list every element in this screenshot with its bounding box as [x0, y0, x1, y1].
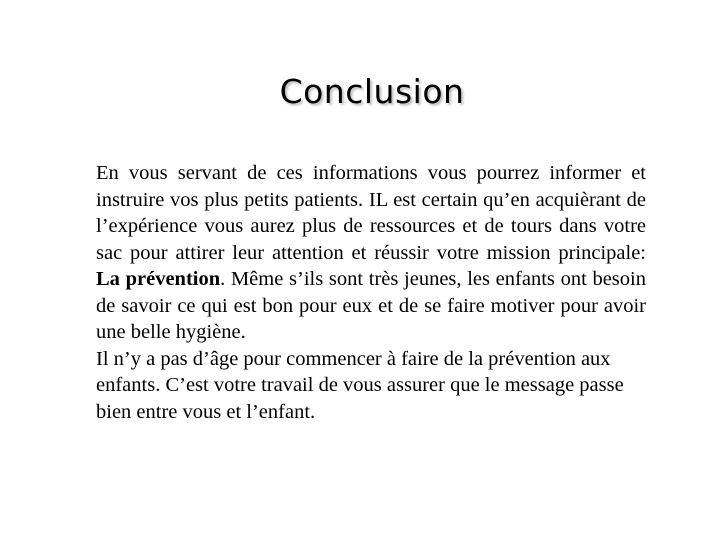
slide-title: Conclusion: [279, 72, 465, 111]
paragraph-1-text-after: . Même s’ils sont très jeunes, les enfants ont besoin de savoir ce qui est bon pour eux et de se faire motiver pour avoir une belle hygiène.: [96, 268, 646, 343]
slide-body: [96, 160, 646, 425]
paragraph-1-bold-term: La prévention: [96, 268, 221, 290]
paragraph-1: [96, 160, 646, 346]
paragraph-1-text-before: En vous servant de ces informations vous pourrez informer et instruire vos plus petits patients. IL est certain qu’en acquièrant de l’expérience vous aurez plus de ressources et de tours dans votre sac pour attirer leur attention et réussir votre mission principale:: [96, 162, 646, 264]
paragraph-2: Il n’y a pas d’âge pour commencer à faire de la prévention aux enfants. C’est votre travail de vous assurer que le message passe bien entre vous et l’enfant.: [96, 347, 624, 423]
